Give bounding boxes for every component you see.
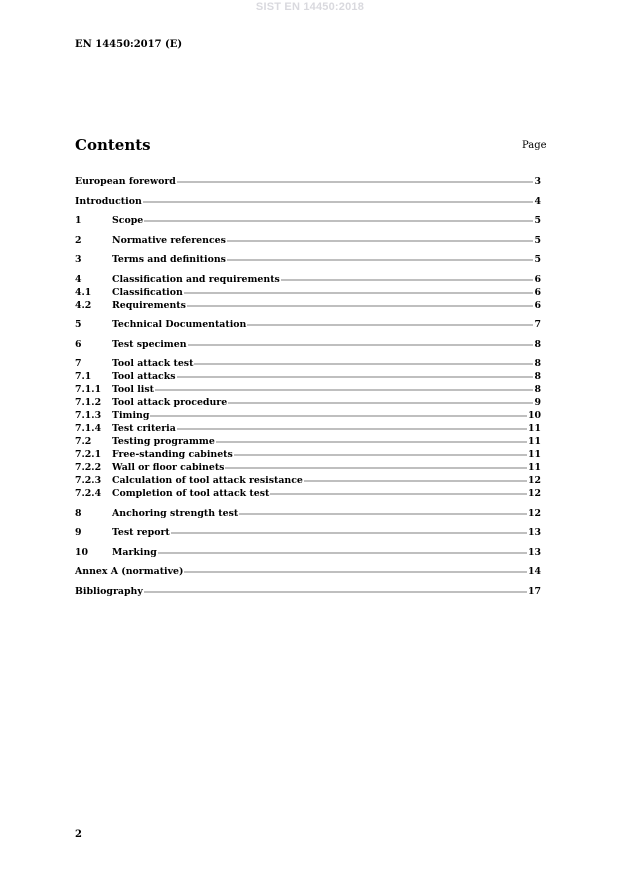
toc-entry-page: 12	[527, 488, 541, 499]
toc-entry[interactable]	[75, 526, 541, 539]
toc-entry-page: 8	[534, 384, 541, 395]
toc-entry-title: Marking	[112, 546, 157, 558]
toc-entry-number: 1	[75, 215, 82, 226]
toc-entry-page: 3	[534, 176, 541, 187]
page-column-heading: Page	[522, 140, 547, 151]
toc-entry-page: 6	[534, 273, 541, 285]
toc-entry-number: 3	[75, 254, 82, 265]
toc-entry-page: 13	[527, 546, 541, 558]
toc-entry[interactable]	[75, 286, 541, 299]
toc-entry-title: Normative references	[112, 234, 226, 246]
toc-entry-number: 4.1	[75, 286, 92, 298]
toc-entry-title: Testing programme	[112, 436, 215, 447]
toc-entry[interactable]	[75, 448, 541, 461]
toc-entry[interactable]	[75, 565, 541, 578]
toc-dot-leader	[187, 299, 534, 308]
toc-entry-title: Technical Documentation	[112, 319, 247, 330]
toc-entry-number: 7.2.1	[75, 449, 102, 460]
toc-entry-title: Classification	[112, 286, 183, 298]
toc-dot-leader	[304, 474, 527, 483]
toc-entry-number: 7.1.4	[75, 423, 102, 434]
toc-entry-title: Tool attack procedure	[112, 397, 228, 408]
toc-entry[interactable]	[75, 383, 541, 396]
toc-entry[interactable]	[75, 474, 541, 487]
toc-entry[interactable]	[75, 396, 541, 409]
toc-entry[interactable]	[75, 435, 541, 448]
toc-entry-number: 8	[75, 507, 82, 519]
toc-dot-leader	[247, 318, 533, 327]
toc-entry[interactable]	[75, 357, 541, 370]
toc-entry[interactable]	[75, 422, 541, 435]
toc-dot-leader	[143, 195, 534, 204]
toc-entry-title: Calculation of tool attack resistance	[112, 475, 303, 486]
toc-entry[interactable]	[75, 370, 541, 383]
toc-entry[interactable]	[75, 507, 541, 520]
toc-entry-number: 7.2	[75, 436, 92, 447]
toc-entry-page: 17	[527, 585, 541, 597]
toc-entry-page: 11	[527, 449, 541, 460]
toc-dot-leader	[158, 546, 527, 555]
toc-dot-leader	[171, 526, 527, 535]
toc-entry-page: 11	[527, 436, 541, 447]
toc-entry[interactable]	[75, 487, 541, 500]
toc-entry-number: 7.1.3	[75, 410, 102, 421]
toc-entry-number: 2	[75, 234, 82, 246]
toc-entry[interactable]	[75, 585, 541, 598]
toc-dot-leader	[177, 370, 534, 379]
toc-dot-leader	[225, 461, 527, 470]
toc-entry-number: 7	[75, 358, 82, 369]
toc-entry[interactable]	[75, 546, 541, 559]
toc-dot-leader	[227, 253, 534, 262]
toc-entry-title: Classification and requirements	[112, 273, 280, 285]
contents-title: Contents	[75, 136, 151, 154]
toc-entry-title: Tool attack test	[112, 358, 194, 369]
toc-entry-title: Introduction	[75, 195, 142, 207]
toc-entry-page: 10	[527, 410, 541, 421]
toc-entry-page: 12	[527, 475, 541, 486]
toc-entry[interactable]	[75, 461, 541, 474]
toc-entry-number: 4	[75, 273, 82, 285]
toc-entry[interactable]	[75, 195, 541, 208]
toc-entry-page: 4	[534, 195, 541, 207]
toc-entry-number: 7.1.2	[75, 397, 102, 408]
toc-entry-number: 7.2.2	[75, 462, 102, 473]
toc-entry-title: European foreword	[75, 176, 176, 187]
toc-entry-title: Tool attacks	[112, 371, 176, 382]
toc-entry-number: 10	[75, 546, 89, 558]
toc-entry-title: Scope	[112, 215, 144, 226]
toc-entry-page: 11	[527, 462, 541, 473]
toc-entry-page: 14	[527, 566, 541, 577]
toc-entry-page: 5	[534, 234, 541, 246]
toc-dot-leader	[270, 487, 527, 496]
toc-dot-leader	[144, 585, 527, 594]
toc-entry-page: 6	[534, 286, 541, 298]
document-id: EN 14450:2017 (E)	[75, 39, 183, 50]
toc-entry-number: 4.2	[75, 299, 92, 311]
toc-dot-leader	[228, 396, 533, 405]
toc-entry-number: 7.1.1	[75, 384, 102, 395]
toc-entry-title: Free-standing cabinets	[112, 449, 233, 460]
toc-entry-page: 8	[534, 371, 541, 382]
toc-dot-leader	[227, 234, 534, 243]
toc-dot-leader	[177, 175, 534, 184]
toc-dot-leader	[216, 435, 527, 444]
toc-entry[interactable]	[75, 234, 541, 247]
toc-entry-number: 7.2.3	[75, 475, 102, 486]
toc-entry[interactable]	[75, 318, 541, 331]
toc-entry-page: 11	[527, 423, 541, 434]
toc-entry-title: Annex A (normative)	[75, 566, 184, 577]
toc-entry[interactable]	[75, 299, 541, 312]
toc-entry-number: 9	[75, 527, 82, 538]
toc-entry-title: Tool list	[112, 384, 154, 395]
toc-entry-title: Anchoring strength test	[112, 507, 239, 519]
toc-dot-leader	[144, 214, 533, 223]
page-number: 2	[75, 829, 82, 840]
toc-entry[interactable]	[75, 253, 541, 266]
toc-dot-leader	[177, 422, 527, 431]
toc-entry-number: 5	[75, 319, 82, 330]
toc-dot-leader	[155, 383, 534, 392]
toc-dot-leader	[239, 507, 527, 516]
toc-entry-title: Wall or floor cabinets	[112, 462, 225, 473]
watermark: SIST EN 14450:2018	[255, 1, 365, 13]
toc-entry-title: Timing	[112, 410, 150, 421]
toc-entry-page: 5	[534, 254, 541, 265]
toc-entry-page: 13	[527, 527, 541, 538]
toc-entry-title: Completion of tool attack test	[112, 488, 270, 499]
toc-entry-page: 5	[534, 215, 541, 226]
toc-entry-number: 6	[75, 338, 82, 350]
toc-entry-page: 12	[527, 507, 541, 519]
toc-entry[interactable]	[75, 175, 541, 188]
toc-entry-title: Test specimen	[112, 338, 187, 350]
toc-entry-number: 7.2.4	[75, 488, 102, 499]
toc-entry-page: 7	[534, 319, 541, 330]
toc-entry-title: Terms and definitions	[112, 254, 226, 265]
toc-entry[interactable]	[75, 214, 541, 227]
toc-entry-number: 7.1	[75, 371, 92, 382]
toc-entry-title: Requirements	[112, 299, 186, 311]
toc-dot-leader	[281, 273, 534, 282]
toc-entry[interactable]	[75, 273, 541, 286]
toc-entry[interactable]	[75, 338, 541, 351]
toc-entry-page: 8	[534, 338, 541, 350]
toc-dot-leader	[194, 357, 533, 366]
toc-entry-page: 6	[534, 299, 541, 311]
toc-entry-title: Test criteria	[112, 423, 176, 434]
toc-dot-leader	[150, 409, 527, 418]
toc-entry[interactable]	[75, 409, 541, 422]
toc-entry-page: 9	[534, 397, 541, 408]
toc-dot-leader	[184, 286, 534, 295]
toc-entry-title: Bibliography	[75, 585, 143, 597]
table-of-contents	[75, 175, 541, 598]
toc-dot-leader	[188, 338, 534, 347]
toc-entry-title: Test report	[112, 527, 170, 538]
toc-dot-leader	[234, 448, 527, 457]
toc-dot-leader	[184, 565, 527, 574]
toc-entry-page: 8	[534, 358, 541, 369]
